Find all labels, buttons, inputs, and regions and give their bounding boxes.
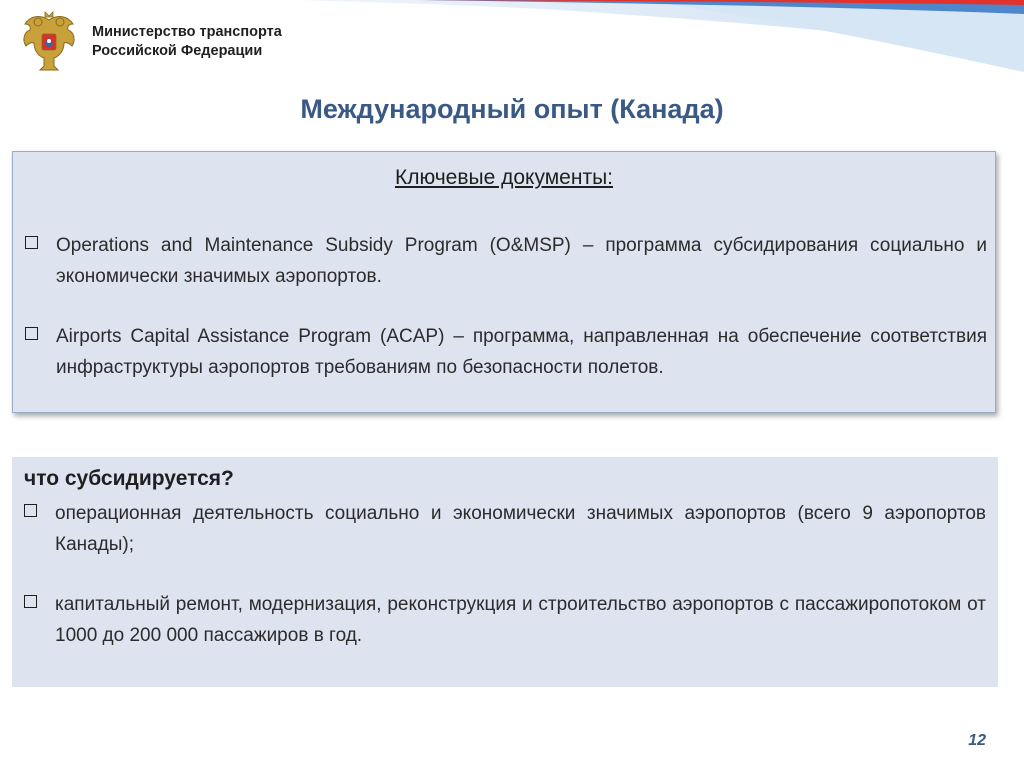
key-document-item — [25, 230, 987, 292]
ministry-name-line2: Российской Федерации — [92, 43, 263, 59]
ministry-header — [20, 10, 282, 74]
slide-title: Международный опыт (Канада) — [300, 94, 724, 124]
key-documents-box — [12, 151, 996, 413]
ministry-name-line1: Министерство транспорта — [92, 24, 282, 40]
subsidized-heading: что субсидируется? — [24, 467, 234, 490]
subsidized-item — [24, 498, 986, 560]
key-document-text: Operations and Maintenance Subsidy Program (O&MSP) – программа субсидирования социально и экономически значимых аэропортов. — [56, 235, 987, 287]
checkbox-bullet-icon — [24, 504, 37, 517]
key-documents-heading: Ключевые документы: — [394, 166, 614, 189]
subsidized-item — [24, 589, 986, 651]
checkbox-bullet-icon — [25, 327, 38, 340]
checkbox-bullet-icon — [25, 236, 38, 249]
checkbox-bullet-icon — [24, 595, 37, 608]
double-headed-eagle-emblem-icon — [20, 10, 78, 74]
page-number: 12 — [968, 732, 986, 749]
key-document-item — [25, 321, 987, 383]
subsidized-text: операционная деятельность социально и экономически значимых аэропортов (всего 9 аэропортов Канады); — [55, 503, 986, 555]
subsidized-text: капитальный ремонт, модернизация, реконструкция и строительство аэропортов с пассажиропотоком от 1000 до 200 000 пассажиров в год. — [55, 594, 986, 646]
ministry-name — [92, 23, 282, 61]
key-document-text: Airports Capital Assistance Program (ACAP) – программа, направленная на обеспечение соответствия инфраструктуры аэропортов требованиям по безопасности полетов. — [56, 326, 987, 378]
subsidized-box — [12, 457, 998, 687]
